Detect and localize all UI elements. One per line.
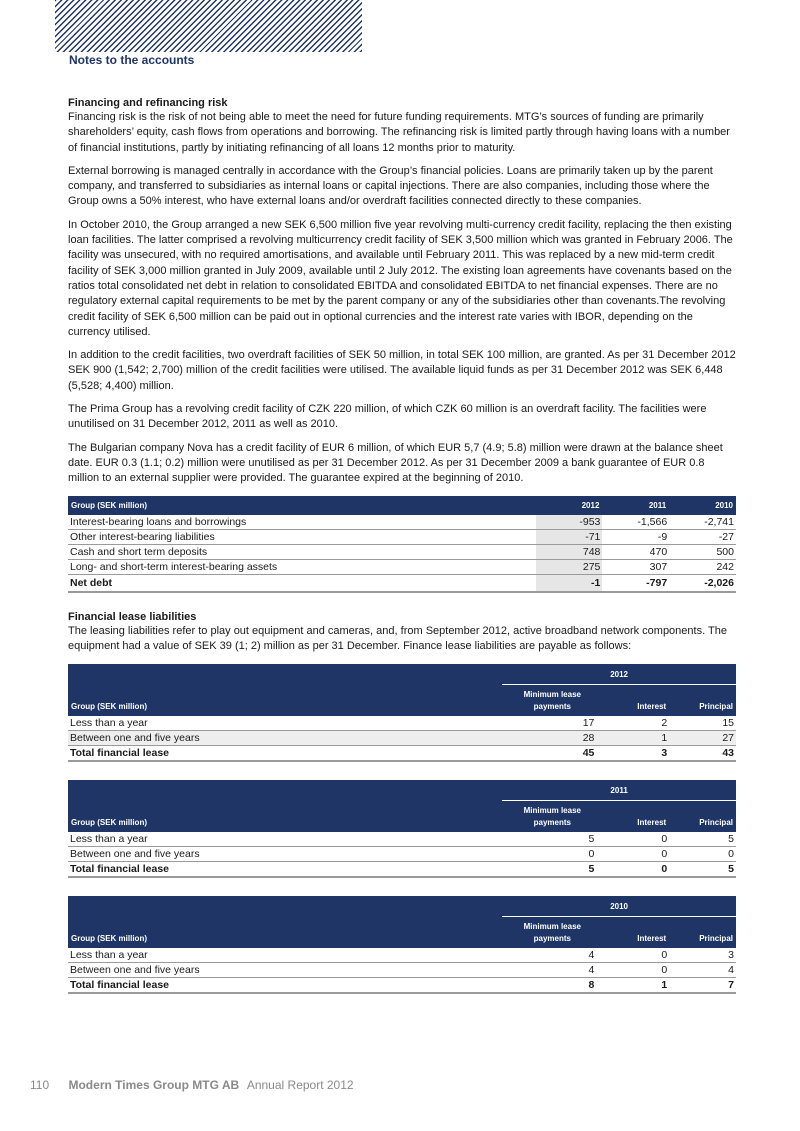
cell-2010: 500	[669, 544, 736, 559]
row-label: Net debt	[68, 574, 536, 592]
cell-principal: 0	[669, 847, 736, 862]
lease-header-row	[68, 917, 736, 949]
row-label: Less than a year	[68, 832, 502, 847]
row-label: Less than a year	[68, 716, 502, 731]
cell-minimum-lease-payments: 4	[502, 963, 602, 978]
column-header: Principal	[669, 801, 736, 833]
lease-header-row	[68, 685, 736, 717]
cell-minimum-lease-payments: 5	[502, 862, 602, 878]
header-hatch-decoration	[55, 0, 362, 52]
cell-2012: -1	[536, 574, 603, 592]
cell-2011: 470	[602, 544, 669, 559]
lease-total-row	[68, 978, 736, 994]
cell-minimum-lease-payments: 0	[502, 847, 602, 862]
cell-minimum-lease-payments: 4	[502, 948, 602, 963]
cell-interest: 0	[602, 963, 669, 978]
cell-principal: 43	[669, 746, 736, 762]
lease-heading: Financial lease liabilities	[68, 610, 197, 623]
cell-2011: -9	[602, 529, 669, 544]
cell-interest: 0	[602, 862, 669, 878]
page-footer	[30, 1078, 354, 1092]
cell-2012: 748	[536, 544, 603, 559]
column-header: Principal	[669, 685, 736, 717]
row-label: Total financial lease	[68, 862, 502, 878]
column-header: Minimum lease payments	[502, 917, 602, 949]
column-header: Interest	[602, 801, 669, 833]
row-label: Total financial lease	[68, 978, 502, 994]
column-header: Group (SEK million)	[68, 917, 502, 949]
cell-interest: 0	[602, 847, 669, 862]
cell-2012: 275	[536, 559, 603, 574]
cell-interest: 2	[602, 716, 669, 731]
financing-paragraph: External borrowing is managed centrally in accordance with the Group’s financial policies. Loans are primarily taken up by the parent company, and transferred to subsidiaries as internal loans or capital injections. There are also companies, including those where the Group owns a 50% interest, who have external loans and/or overdraft facilities connected directly to these companies.	[68, 164, 713, 208]
cell-minimum-lease-payments: 17	[502, 716, 602, 731]
cell-minimum-lease-payments: 8	[502, 978, 602, 994]
lease-year-label: 2011	[502, 780, 736, 801]
column-header: Minimum lease payments	[502, 685, 602, 717]
row-label: Other interest-bearing liabilities	[68, 529, 536, 544]
lease-table-2010	[68, 896, 736, 994]
row-label: Cash and short term deposits	[68, 544, 536, 559]
cell-principal: 27	[669, 731, 736, 746]
row-label: Less than a year	[68, 948, 502, 963]
cell-interest: 1	[602, 731, 669, 746]
column-header: Interest	[602, 917, 669, 949]
row-label: Interest-bearing loans and borrowings	[68, 515, 536, 530]
cell-2010: -2,026	[669, 574, 736, 592]
column-header: Group (SEK million)	[68, 685, 502, 717]
financing-paragraph: The Bulgarian company Nova has a credit facility of EUR 6 million, of which EUR 5,7 (4.9; 5.8) million were drawn at the balance sheet date. EUR 0.3 (1.1; 0.2) million were unutilised as per 31 December 2012. As per 31 December 2009 a bank guarantee of EUR 0.8 million to an external supplier were provided. The guarantee expired at the beginning of 2010.	[68, 441, 723, 485]
column-header: Group (SEK million)	[68, 496, 536, 515]
cell-2012: -953	[536, 515, 603, 530]
lease-paragraph: The leasing liabilities refer to play out equipment and cameras, and, from September 2012, active broadband network components. The equipment had a value of SEK 39 (1; 2) million as per 31 December. Finance lease liabilities are payable as follows:	[68, 624, 727, 652]
table-row	[68, 716, 736, 731]
cell-minimum-lease-payments: 5	[502, 832, 602, 847]
lease-total-row	[68, 746, 736, 762]
cell-principal: 3	[669, 948, 736, 963]
cell-2012: -71	[536, 529, 603, 544]
company-name: Modern Times Group MTG AB	[68, 1078, 240, 1092]
cell-principal: 5	[669, 862, 736, 878]
column-header: Interest	[602, 685, 669, 717]
lease-year-label: 2010	[502, 896, 736, 917]
table-row	[68, 948, 736, 963]
column-header: 2010	[669, 496, 736, 515]
cell-2010: 242	[669, 559, 736, 574]
cell-principal: 4	[669, 963, 736, 978]
table-row	[68, 731, 736, 746]
column-header: 2012	[536, 496, 603, 515]
lease-total-row	[68, 862, 736, 878]
lease-header-row	[68, 801, 736, 833]
table-row	[68, 832, 736, 847]
cell-2011: 307	[602, 559, 669, 574]
table-row	[68, 559, 736, 574]
cell-interest: 3	[602, 746, 669, 762]
cell-minimum-lease-payments: 45	[502, 746, 602, 762]
net-debt-total-row	[68, 574, 736, 592]
financing-paragraph: In October 2010, the Group arranged a new SEK 6,500 million five year revolving multi-currency credit facility, replacing the then existing loan facilities. The latter comprised a revolving multicurrency credit facility of SEK 3,500 million which was granted in February 2006. The facility was unsecured, with no required amortisations, and available until February 2011. This was replaced by a new mid-term credit facility of SEK 3,000 million granted in July 2009, available until 2 July 2012. The existing loan agreements have covenants based on the ratios total consolidated net debt in relation to consolidated EBITDA and consolidated EBITDA to net financial expenses. There are no regulatory external capital requirements to be met by the parent company or any of the subsidiaries other than covenants.The revolving credit facility of SEK 6,500 million can be paid out in optional currencies and the interest rate varies with IBOR, depending on the currency utilised.	[68, 218, 733, 338]
cell-principal: 7	[669, 978, 736, 994]
table-row	[68, 963, 736, 978]
lease-year-row	[68, 896, 736, 917]
cell-principal: 5	[669, 832, 736, 847]
lease-year-row	[68, 780, 736, 801]
cell-interest: 0	[602, 832, 669, 847]
column-header: Principal	[669, 917, 736, 949]
cell-principal: 15	[669, 716, 736, 731]
table-row	[68, 544, 736, 559]
page-content	[68, 97, 736, 1012]
row-label: Between one and five years	[68, 731, 502, 746]
lease-table-2011	[68, 780, 736, 878]
row-label: Total financial lease	[68, 746, 502, 762]
financing-heading: Financing and refinancing risk	[68, 97, 228, 109]
column-header: Minimum lease payments	[502, 801, 602, 833]
cell-2010: -27	[669, 529, 736, 544]
page-number: 110	[30, 1078, 50, 1092]
row-label: Long- and short-term interest-bearing assets	[68, 559, 536, 574]
cell-minimum-lease-payments: 28	[502, 731, 602, 746]
cell-interest: 0	[602, 948, 669, 963]
cell-2011: -1,566	[602, 515, 669, 530]
table-row	[68, 515, 736, 530]
financing-paragraph: In addition to the credit facilities, two overdraft facilities of SEK 50 million, in total SEK 100 million, are granted. As per 31 December 2012 SEK 900 (1,542; 2,700) million of the credit facilities were utilised. The available liquid funds as per 31 December 2012 was SEK 6,448 (5,528; 4,400) million.	[68, 349, 736, 392]
net-debt-header-row	[68, 496, 736, 515]
column-header: 2011	[602, 496, 669, 515]
column-header: Group (SEK million)	[68, 801, 502, 833]
net-debt-table	[68, 496, 736, 593]
financing-paragraph: The Prima Group has a revolving credit facility of CZK 220 million, of which CZK 60 million is an overdraft facility. The facilities were unutilised on 31 December 2012, 2011 as well as 2010.	[68, 403, 707, 431]
table-row	[68, 529, 736, 544]
lease-year-label: 2012	[502, 664, 736, 685]
row-label: Between one and five years	[68, 847, 502, 862]
report-title: Annual Report 2012	[246, 1078, 354, 1092]
cell-2011: -797	[602, 574, 669, 592]
financing-paragraph: Financing risk is the risk of not being able to meet the need for future funding requirements. MTG’s sources of funding are primarily shareholders’ equity, cash flows from operations and borrowing. The refinancing risk is limited partly through having loans with a number of financial institutions, partly by initiating refinancing of all loans 12 months prior to maturity.	[68, 111, 730, 154]
lease-year-row	[68, 664, 736, 685]
cell-interest: 1	[602, 978, 669, 994]
row-label: Between one and five years	[68, 963, 502, 978]
table-row	[68, 847, 736, 862]
lease-table-2012	[68, 664, 736, 762]
cell-2010: -2,741	[669, 515, 736, 530]
section-label: Notes to the accounts	[69, 53, 195, 67]
